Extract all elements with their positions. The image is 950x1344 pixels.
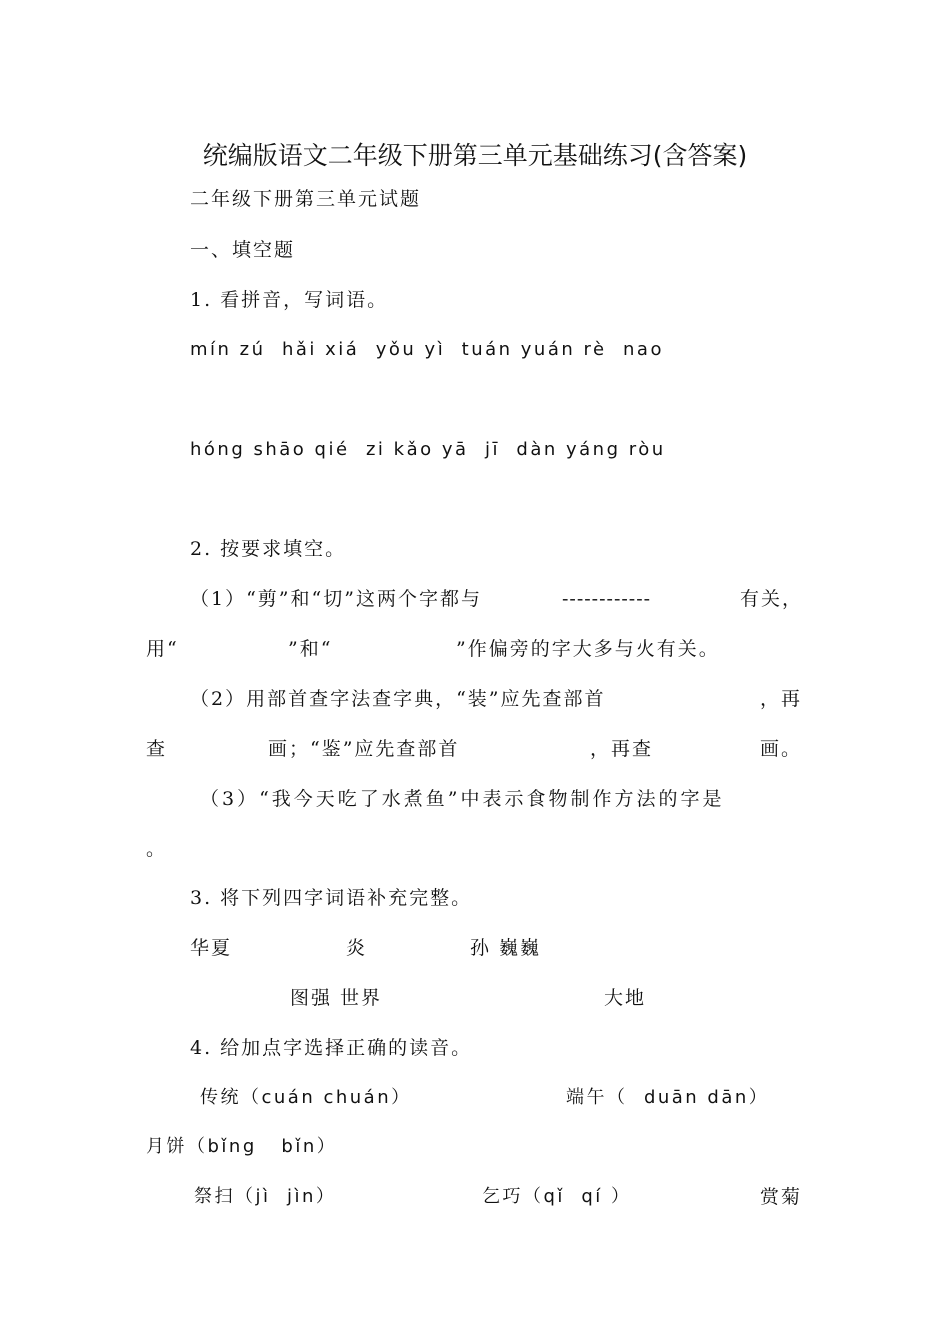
idiom-sun-weiwei: 孙 巍巍 (470, 937, 542, 959)
reading-item-jisao: 祭扫（jì jìn） (194, 1186, 337, 1207)
q2-part1-text-end: 有关， (740, 588, 804, 610)
idiom-huaxia: 华夏 (190, 937, 233, 959)
q2-part2-text-end: ，再 (760, 688, 803, 710)
reading-item-qiqiao: 乞巧（qǐ qí ） (482, 1186, 632, 1207)
idiom-tuqiang-shijie: 图强 世界 (290, 987, 383, 1009)
q2-part3-end: 。 (146, 838, 168, 860)
q2-part1-line2-a: 用“ (146, 638, 179, 660)
question-3-label: 3. 将下列四字词语补充完整。 (190, 887, 473, 909)
question-1-label: 1. 看拼音，写词语。 (190, 289, 389, 311)
section-heading-fill-blank: 一、填空题 (190, 239, 296, 261)
q2-part1-dashed-blank: ------------ (562, 588, 652, 610)
exam-subtitle: 二年级下册第三单元试题 (190, 188, 422, 210)
reading-item-yuebing: 月饼（bǐng bǐn） (146, 1136, 338, 1157)
question-4-label: 4. 给加点字选择正确的读音。 (190, 1037, 473, 1059)
q2-part1-line2-b: ”和“ (288, 638, 333, 660)
idiom-yan: 炎 (346, 937, 368, 959)
q2-part2-line2-a: 查 (146, 738, 168, 760)
document-title: 统编版语文二年级下册第三单元基础练习(含答案) (202, 141, 748, 170)
pinyin-row-1: mín zú hǎi xiá yǒu yì tuán yuán rè nao (190, 339, 664, 360)
question-2-label: 2. 按要求填空。 (190, 538, 347, 560)
reading-item-duanwu: 端午（ duān dān） (566, 1087, 770, 1108)
q2-part2-line2-d: 画。 (760, 738, 803, 760)
pinyin-row-2: hóng shāo qié zi kǎo yā jī dàn yáng ròu (190, 439, 666, 460)
q2-part2-text: （2）用部首查字法查字典，“装”应先查部首 (190, 688, 606, 710)
q2-part1-text: （1）“剪”和“切”这两个字都与 (190, 588, 482, 610)
q2-part1-line2-c: ”作偏旁的字大多与火有关。 (456, 638, 720, 660)
q2-part3-text: （3）“我今天吃了水煮鱼”中表示食物制作方法的字是 (200, 788, 725, 810)
q2-part2-line2-b: 画；“鉴”应先查部首 (268, 738, 460, 760)
q2-part2-line2-c: ，再查 (590, 738, 654, 760)
idiom-dadi: 大地 (604, 987, 647, 1009)
reading-item-chuantong: 传统（cuán chuán） (200, 1087, 412, 1108)
reading-item-shangju: 赏菊 (760, 1186, 803, 1208)
